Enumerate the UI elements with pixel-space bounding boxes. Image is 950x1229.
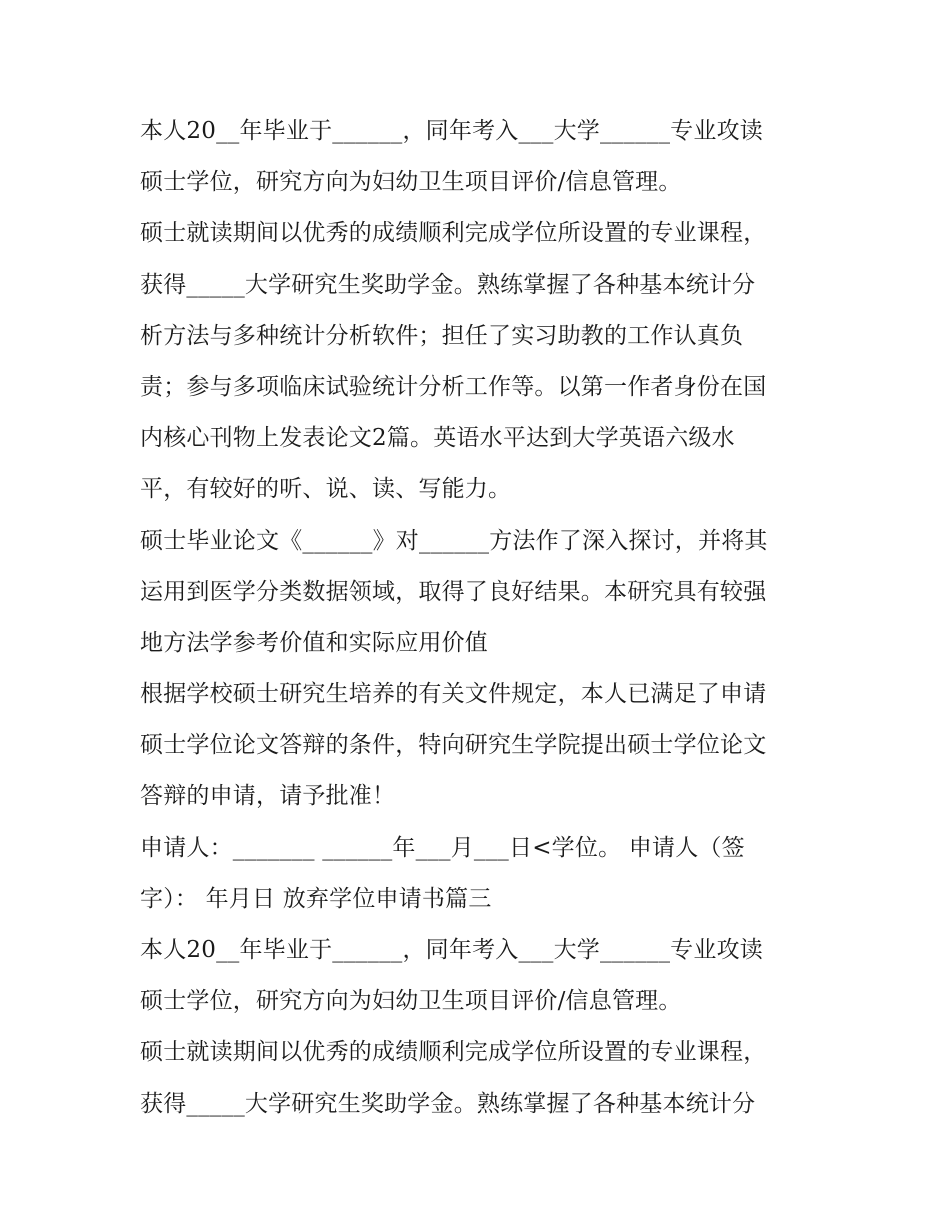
text-line: 硕士毕业论文《______》对______方法作了深入探讨，并将其 — [140, 527, 768, 554]
text-line: 析方法与多种统计分析软件；担任了实习助教的工作认真负 — [140, 322, 744, 349]
text-line: 答辩的申请，请予批准！ — [140, 783, 396, 810]
text-line: 平，有较好的听、说、读、写能力。 — [140, 476, 512, 503]
text-line: 硕士就读期间以优秀的成绩顺利完成学位所设置的专业课程， — [140, 220, 767, 247]
text-line: 运用到医学分类数据领域，取得了良好结果。本研究具有较强 — [140, 578, 767, 605]
text-line: 内核心刊物上发表论文2篇。英语水平达到大学英语六级水 — [140, 425, 735, 452]
text-line: 地方法学参考价值和实际应用价值 — [140, 629, 488, 656]
text-line: 硕士学位，研究方向为妇幼卫生项目评价/信息管理。 — [140, 988, 682, 1015]
text-line: 本人20__年毕业于______，同年考入___大学______专业攻读 — [140, 118, 763, 144]
text-line: 获得_____大学研究生奖助学金。熟练掌握了各种基本统计分 — [140, 1090, 756, 1117]
text-line: 责；参与多项临床试验统计分析工作等。以第一作者身份在国 — [140, 373, 767, 400]
text-line: 硕士就读期间以优秀的成绩顺利完成学位所设置的专业课程， — [140, 1039, 767, 1066]
text-line: 根据学校硕士研究生培养的有关文件规定，本人已满足了申请 — [140, 681, 767, 708]
text-line: 硕士学位，研究方向为妇幼卫生项目评价/信息管理。 — [140, 169, 682, 196]
text-line: 硕士学位论文答辩的条件，特向研究生学院提出硕士学位论文 — [140, 732, 767, 759]
text-line: 字）： 年月日 放弃学位申请书篇三 — [140, 885, 492, 912]
document-body — [140, 106, 820, 1130]
text-line: 申请人：_______ ______年___月___日<学位。 申请人（签 — [140, 834, 745, 861]
text-line: 本人20__年毕业于______，同年考入___大学______专业攻读 — [140, 937, 763, 963]
text-line: 获得_____大学研究生奖助学金。熟练掌握了各种基本统计分 — [140, 271, 756, 298]
